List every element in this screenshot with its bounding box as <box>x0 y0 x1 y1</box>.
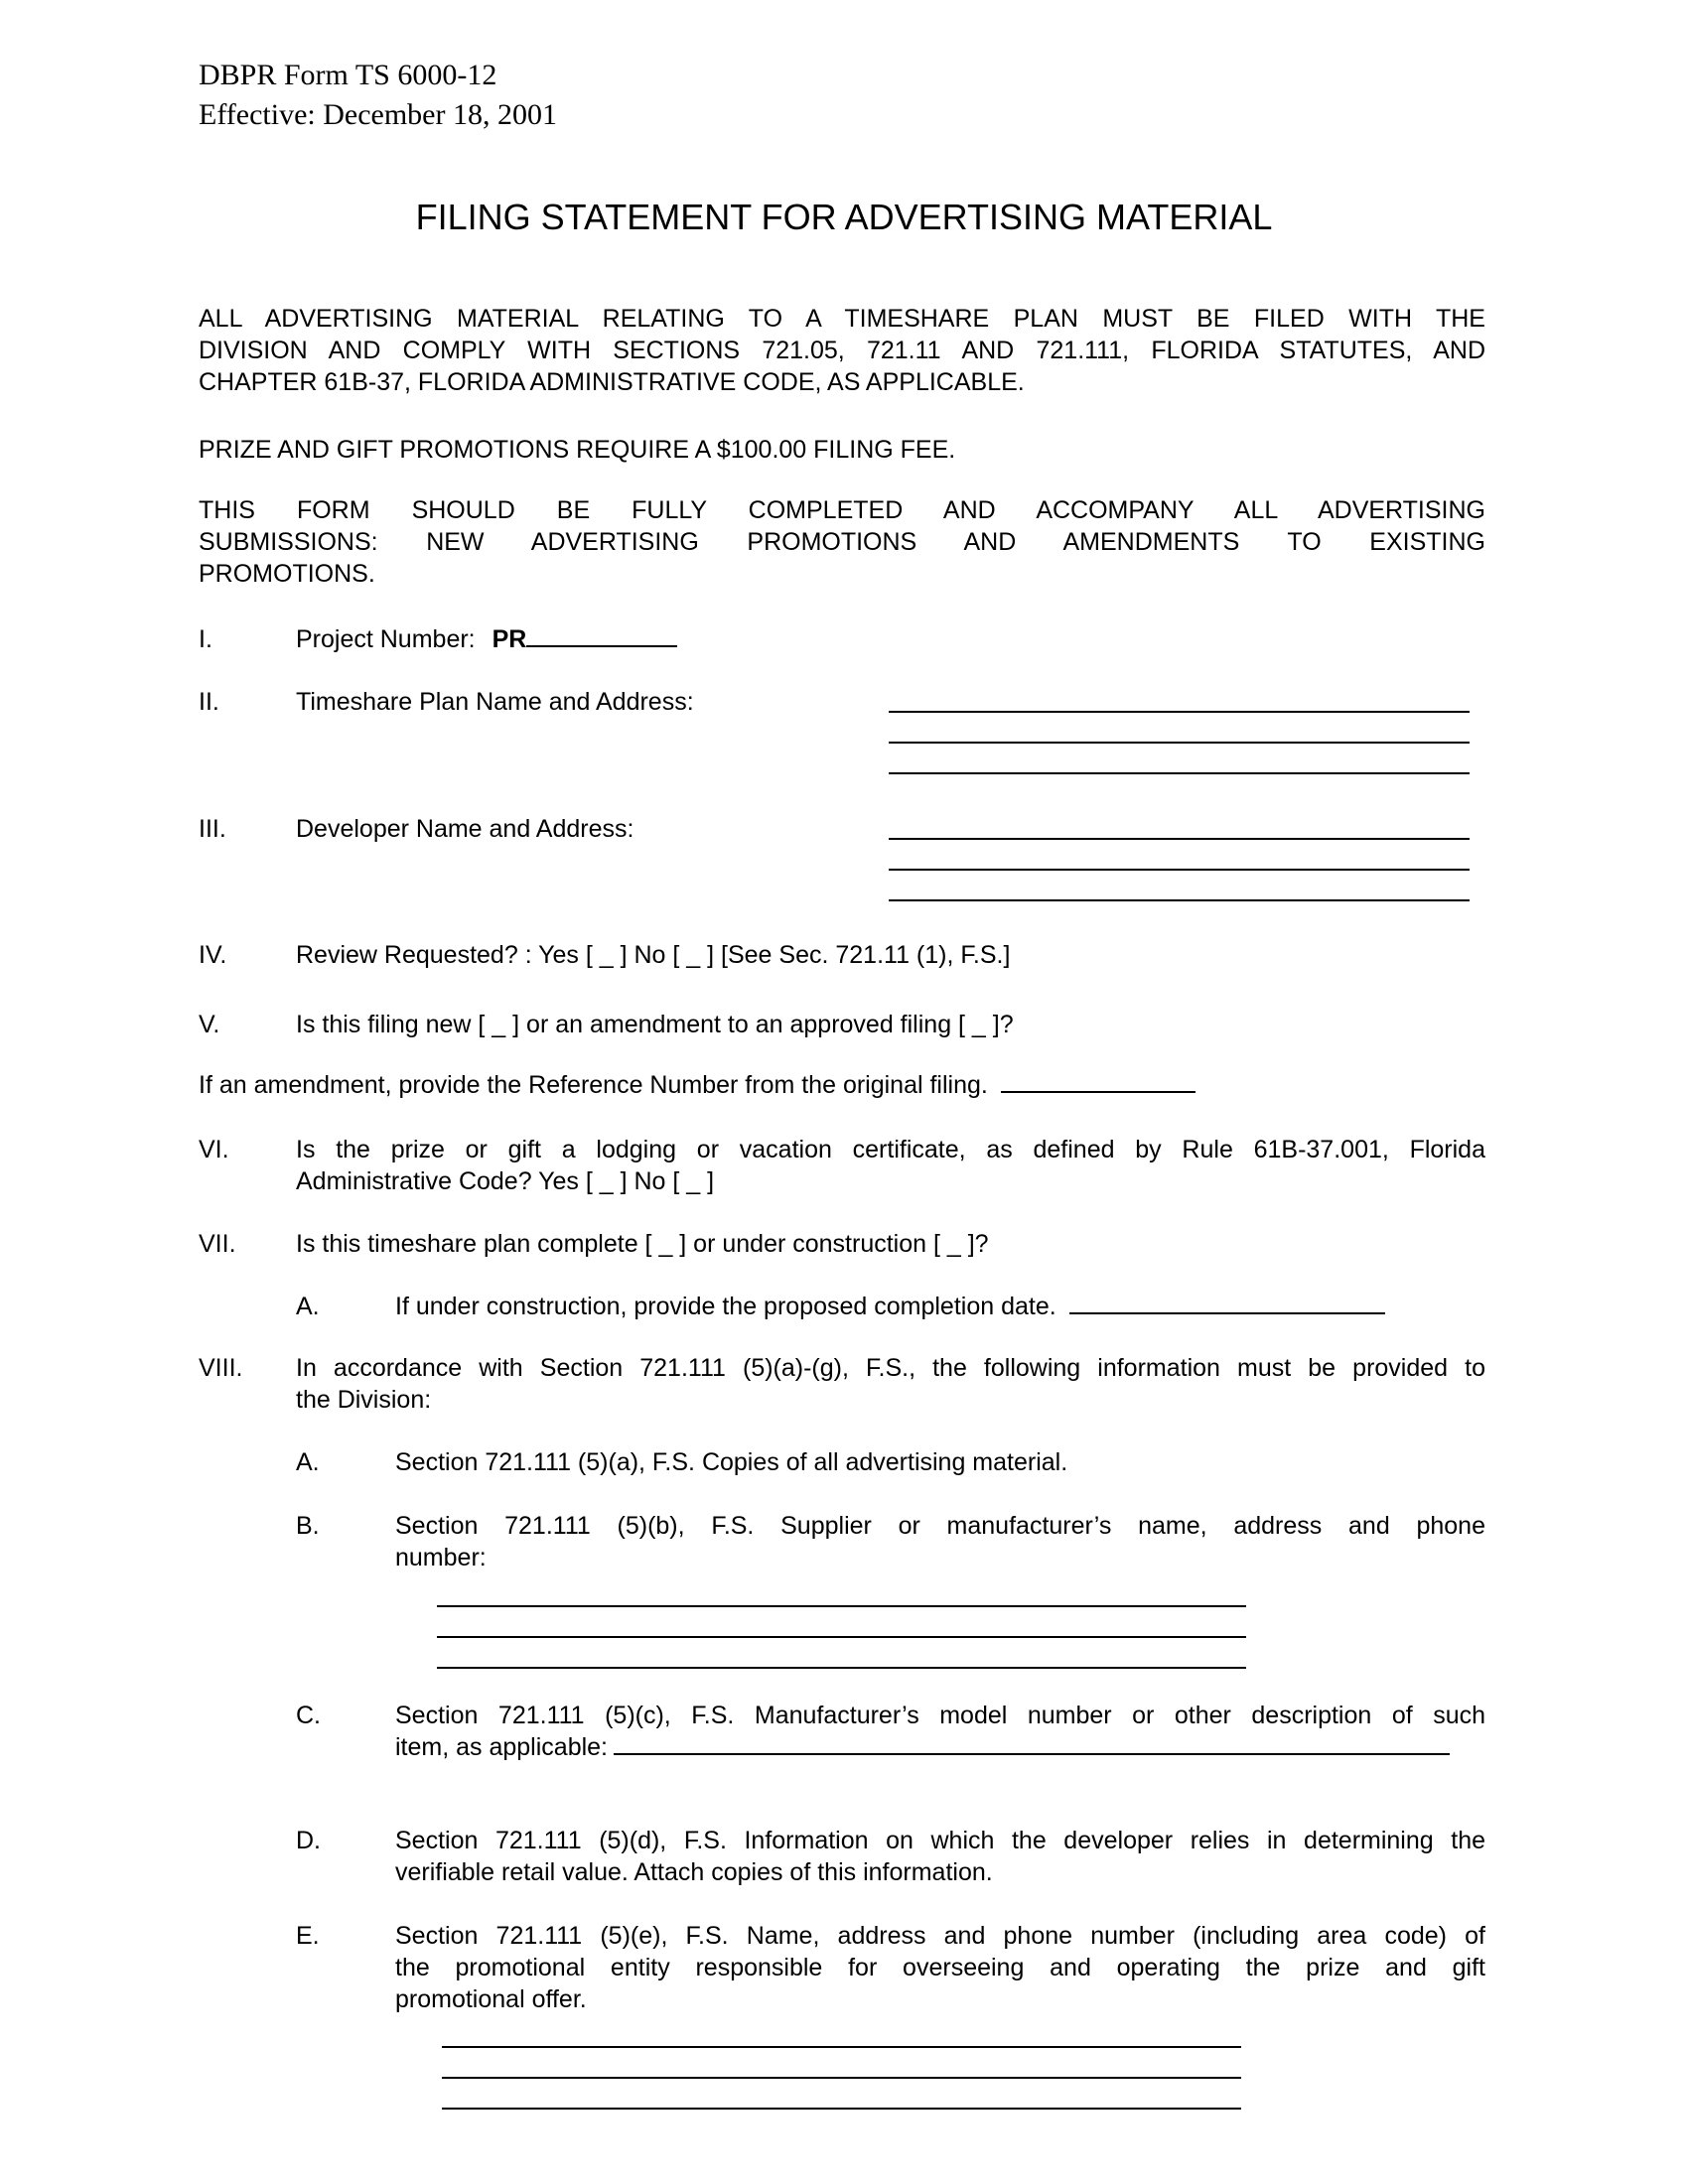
retail-value-line: Section 721.111 (5)(d), F.S. Information on which the developer relies in determining the <box>395 1827 1485 1854</box>
project-number-field[interactable] <box>526 623 677 647</box>
review-requested-question[interactable]: Review Requested? : Yes [ _ ] No [ _ ] [See Sec. 721.11 (1), F.S.] <box>296 941 1011 969</box>
item-letter: E. <box>296 1922 320 1950</box>
project-number-label: Project Number: <box>296 625 476 653</box>
timeshare-plan-field-3[interactable] <box>889 772 1470 774</box>
intro-p1-line: DIVISION AND COMPLY WITH SECTIONS 721.05, 721.11 AND 721.111, FLORIDA STATUTES, AND <box>199 337 1485 364</box>
developer-label: Developer Name and Address: <box>296 815 634 843</box>
promotional-entity-field-2[interactable] <box>442 2077 1241 2079</box>
completion-date-field[interactable] <box>1069 1291 1385 1314</box>
intro-paragraph-2: PRIZE AND GIFT PROMOTIONS REQUIRE A $100.00 FILING FEE. <box>199 436 956 464</box>
item-letter: B. <box>296 1512 320 1540</box>
promotional-entity-field-1[interactable] <box>442 2046 1241 2048</box>
timeshare-plan-field-1[interactable] <box>889 711 1470 713</box>
retail-value-line: verifiable retail value. Attach copies of this information. <box>395 1858 993 1886</box>
item-letter: A. <box>296 1448 320 1476</box>
item-number: II. <box>199 688 219 716</box>
item-letter: A. <box>296 1293 320 1320</box>
section-viii-line: the Division: <box>296 1386 432 1414</box>
supplier-field-2[interactable] <box>437 1636 1246 1638</box>
supplier-field-3[interactable] <box>437 1667 1246 1669</box>
lodging-question-line: Is the prize or gift a lodging or vacation certificate, as defined by Rule 61B-37.001, Florida <box>296 1136 1485 1163</box>
item-number: VIII. <box>199 1354 243 1382</box>
supplier-info-item <box>395 1510 1485 1573</box>
model-number-line: Section 721.111 (5)(c), F.S. Manufacturer’s model number or other description of such <box>395 1702 1485 1729</box>
amendment-reference-label: If an amendment, provide the Reference Number from the original filing. <box>199 1071 988 1099</box>
form-id: DBPR Form TS 6000-12 <box>199 59 497 91</box>
promotional-entity-field-3[interactable] <box>442 2108 1241 2110</box>
completion-date-label: If under construction, provide the proposed completion date. <box>395 1293 1056 1320</box>
item-letter: D. <box>296 1827 321 1854</box>
supplier-info-line: Section 721.111 (5)(b), F.S. Supplier or manufacturer’s name, address and phone <box>395 1512 1485 1540</box>
lodging-certificate-question[interactable] <box>296 1134 1485 1197</box>
promotional-entity-line: Section 721.111 (5)(e), F.S. Name, address and phone number (including area code) of <box>395 1922 1485 1950</box>
model-number-line <box>395 1731 1485 1763</box>
supplier-field-1[interactable] <box>437 1605 1246 1607</box>
developer-field-2[interactable] <box>889 869 1470 871</box>
intro-p1-line: CHAPTER 61B-37, FLORIDA ADMINISTRATIVE CODE, AS APPLICABLE. <box>199 368 1025 396</box>
model-number-item <box>395 1700 1485 1763</box>
lodging-question-line: Administrative Code? Yes [ _ ] No [ _ ] <box>296 1167 715 1195</box>
project-number-row <box>296 623 677 655</box>
amendment-reference-row <box>199 1069 1196 1101</box>
timeshare-plan-field-2[interactable] <box>889 742 1470 744</box>
intro-paragraph-1 <box>199 303 1485 398</box>
retail-value-item <box>395 1825 1485 1888</box>
section-viii-line: In accordance with Section 721.111 (5)(a)-(g), F.S., the following information must be provided to <box>296 1354 1485 1382</box>
developer-field-1[interactable] <box>889 838 1470 840</box>
intro-p3-line: THIS FORM SHOULD BE FULLY COMPLETED AND ACCOMPANY ALL ADVERTISING <box>199 496 1485 524</box>
effective-date: Effective: December 18, 2001 <box>199 98 557 131</box>
construction-status-question[interactable]: Is this timeshare plan complete [ _ ] or under construction [ _ ]? <box>296 1230 989 1258</box>
item-number: III. <box>199 815 226 843</box>
page-title: FILING STATEMENT FOR ADVERTISING MATERIAL <box>415 197 1273 237</box>
intro-p3-line: SUBMISSIONS: NEW ADVERTISING PROMOTIONS AND AMENDMENTS TO EXISTING <box>199 528 1485 556</box>
promotional-entity-item <box>395 1920 1485 2015</box>
intro-p3-line: PROMOTIONS. <box>199 560 375 588</box>
model-number-label: item, as applicable: <box>395 1733 609 1761</box>
project-number-prefix: PR <box>492 625 527 653</box>
amendment-reference-field[interactable] <box>1001 1069 1196 1093</box>
advertising-copies-item: Section 721.111 (5)(a), F.S. Copies of all advertising material. <box>395 1448 1068 1476</box>
item-number: IV. <box>199 941 227 969</box>
completion-date-row <box>395 1291 1385 1322</box>
developer-field-3[interactable] <box>889 899 1470 901</box>
intro-p1-line: ALL ADVERTISING MATERIAL RELATING TO A TIMESHARE PLAN MUST BE FILED WITH THE <box>199 305 1485 333</box>
section-viii-intro <box>296 1352 1485 1416</box>
model-number-field[interactable] <box>614 1731 1450 1755</box>
supplier-info-line: number: <box>395 1544 487 1571</box>
intro-paragraph-3 <box>199 494 1485 590</box>
item-number: I. <box>199 625 212 653</box>
promotional-entity-line: the promotional entity responsible for overseeing and operating the prize and gift <box>395 1954 1485 1981</box>
promotional-entity-line: promotional offer. <box>395 1985 587 2013</box>
item-number: VI. <box>199 1136 229 1163</box>
item-number: VII. <box>199 1230 236 1258</box>
item-number: V. <box>199 1011 220 1038</box>
timeshare-plan-label: Timeshare Plan Name and Address: <box>296 688 694 716</box>
item-letter: C. <box>296 1702 321 1729</box>
filing-type-question[interactable]: Is this filing new [ _ ] or an amendment to an approved filing [ _ ]? <box>296 1011 1014 1038</box>
